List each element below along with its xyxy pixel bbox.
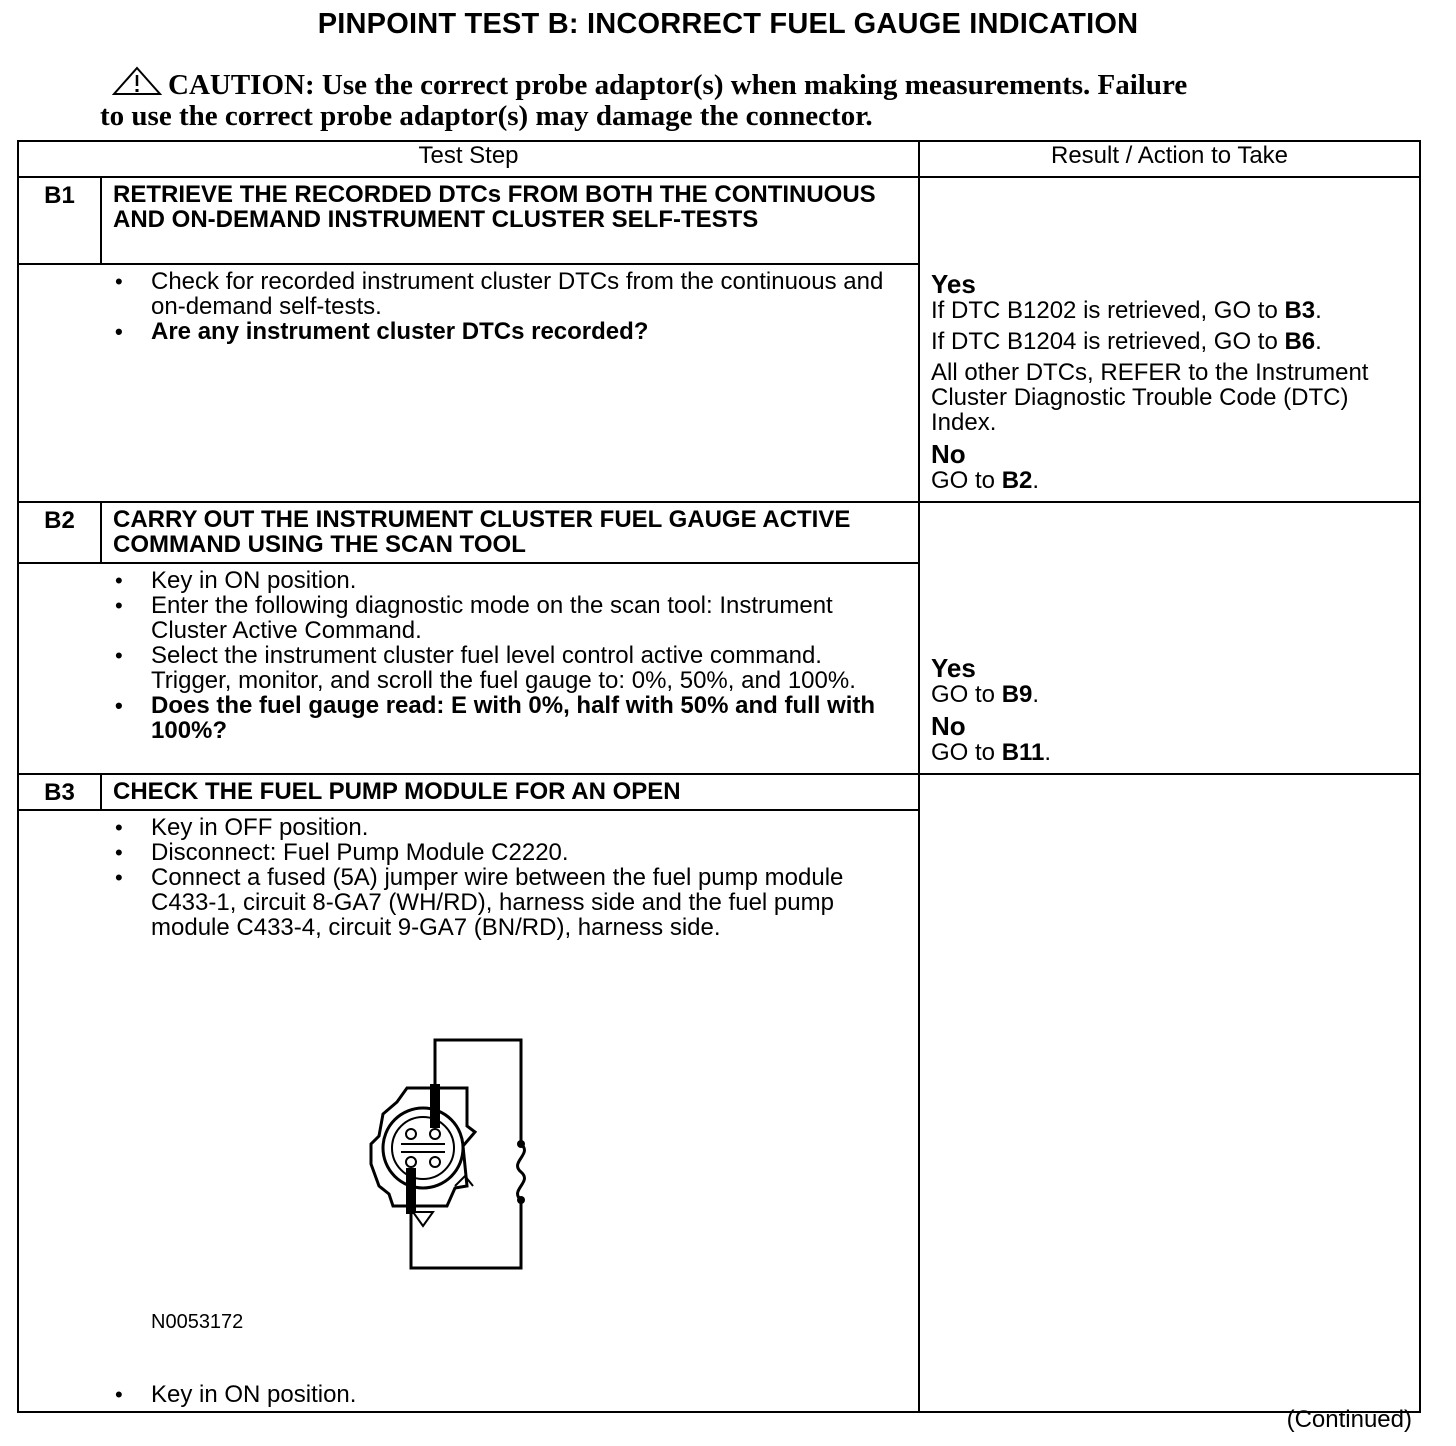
step-title: RETRIEVE THE RECORDED DTCs FROM BOTH THE CONTINUOUS AND ON-DEMAND INSTRUMENT CLUSTER SELF-TESTS [101,177,919,264]
goto-target: B3 [1284,297,1316,324]
list-item: • Select the instrument cluster fuel level control active command. Trigger, monitor, and scroll the fuel gauge to: 0%, 50%, and 100%. [115,643,898,693]
result-line: GO to B2. [931,467,1040,494]
list-item: • Are any instrument cluster DTCs recorded? [115,319,898,344]
goto-target: B6 [1284,328,1316,355]
list-item: • Disconnect: Fuel Pump Module C2220. [115,840,898,865]
step-title: CHECK THE FUEL PUMP MODULE FOR AN OPEN [101,774,919,810]
goto-target: B2 [1001,467,1033,494]
result-line: If DTC B1204 is retrieved, GO to B6. [931,328,1322,355]
caution-text-line2: to use the correct probe adaptor(s) may damage the connector. [100,100,873,132]
list-item: • Key in OFF position. [115,815,898,840]
result-yes-label: Yes [931,653,976,683]
step-id: B3 [18,774,101,810]
page-title: PINPOINT TEST B: INCORRECT FUEL GAUGE INDICATION [317,8,1139,40]
fuel-pump-connector-diagram [367,1036,567,1276]
step-b3-result [919,774,1420,1412]
header-result-action: Result / Action to Take [919,141,1420,177]
continued-note: (Continued) [1286,1406,1412,1433]
caution-text-line1: Use the correct probe adaptor(s) when making measurements. Failure [321,69,1188,101]
list-item: • Connect a fused (5A) jumper wire between the fuel pump module C433-1, circuit 8-GA7 (WH/RD), harness side and the fuel pump module C433-4, circuit 9-GA7 (BN/RD), harness side. [115,865,898,940]
warning-triangle-icon [112,66,162,96]
step-b2-result [919,502,1420,774]
connector-jumper-figure [115,940,898,1370]
step-b3-title-row [18,774,1420,810]
list-item: • Key in ON position. [115,1382,898,1407]
table-header-row [18,141,1420,177]
result-line: GO to B11. [931,739,1052,766]
step-b1-result [919,177,1420,502]
result-line: All other DTCs, REFER to the Instrument Cluster Diagnostic Trouble Code (DTC) Index. [931,359,1369,436]
step-body [18,810,919,1412]
caution-label: CAUTION: [168,69,315,101]
list-item: • Key in ON position. [115,568,898,593]
result-yes-label: Yes [931,269,976,299]
step-body [18,563,919,774]
result-no-label: No [931,711,966,741]
caution-notice [100,66,1330,132]
step-id: B1 [18,177,101,264]
list-item: • Does the fuel gauge read: E with 0%, half with 50% and full with 100%? [115,693,898,743]
step-title: CARRY OUT THE INSTRUMENT CLUSTER FUEL GAUGE ACTIVE COMMAND USING THE SCAN TOOL [101,502,919,563]
goto-target: B9 [1001,681,1033,708]
list-item: • Check for recorded instrument cluster DTCs from the continuous and on-demand self-tests. [115,269,898,319]
result-line: If DTC B1202 is retrieved, GO to B3. [931,297,1322,324]
step-b1-title-row [18,177,1420,264]
result-line: GO to B9. [931,681,1040,708]
goto-target: B11 [1001,739,1045,766]
list-item: • Enter the following diagnostic mode on the scan tool: Instrument Cluster Active Command. [115,593,898,643]
figure-code: N0053172 [151,1311,244,1333]
header-test-step: Test Step [18,141,919,177]
step-id: B2 [18,502,101,563]
step-body [18,264,919,502]
result-no-label: No [931,439,966,469]
step-b2-title-row [18,502,1420,563]
pinpoint-test-table [17,140,1421,1413]
